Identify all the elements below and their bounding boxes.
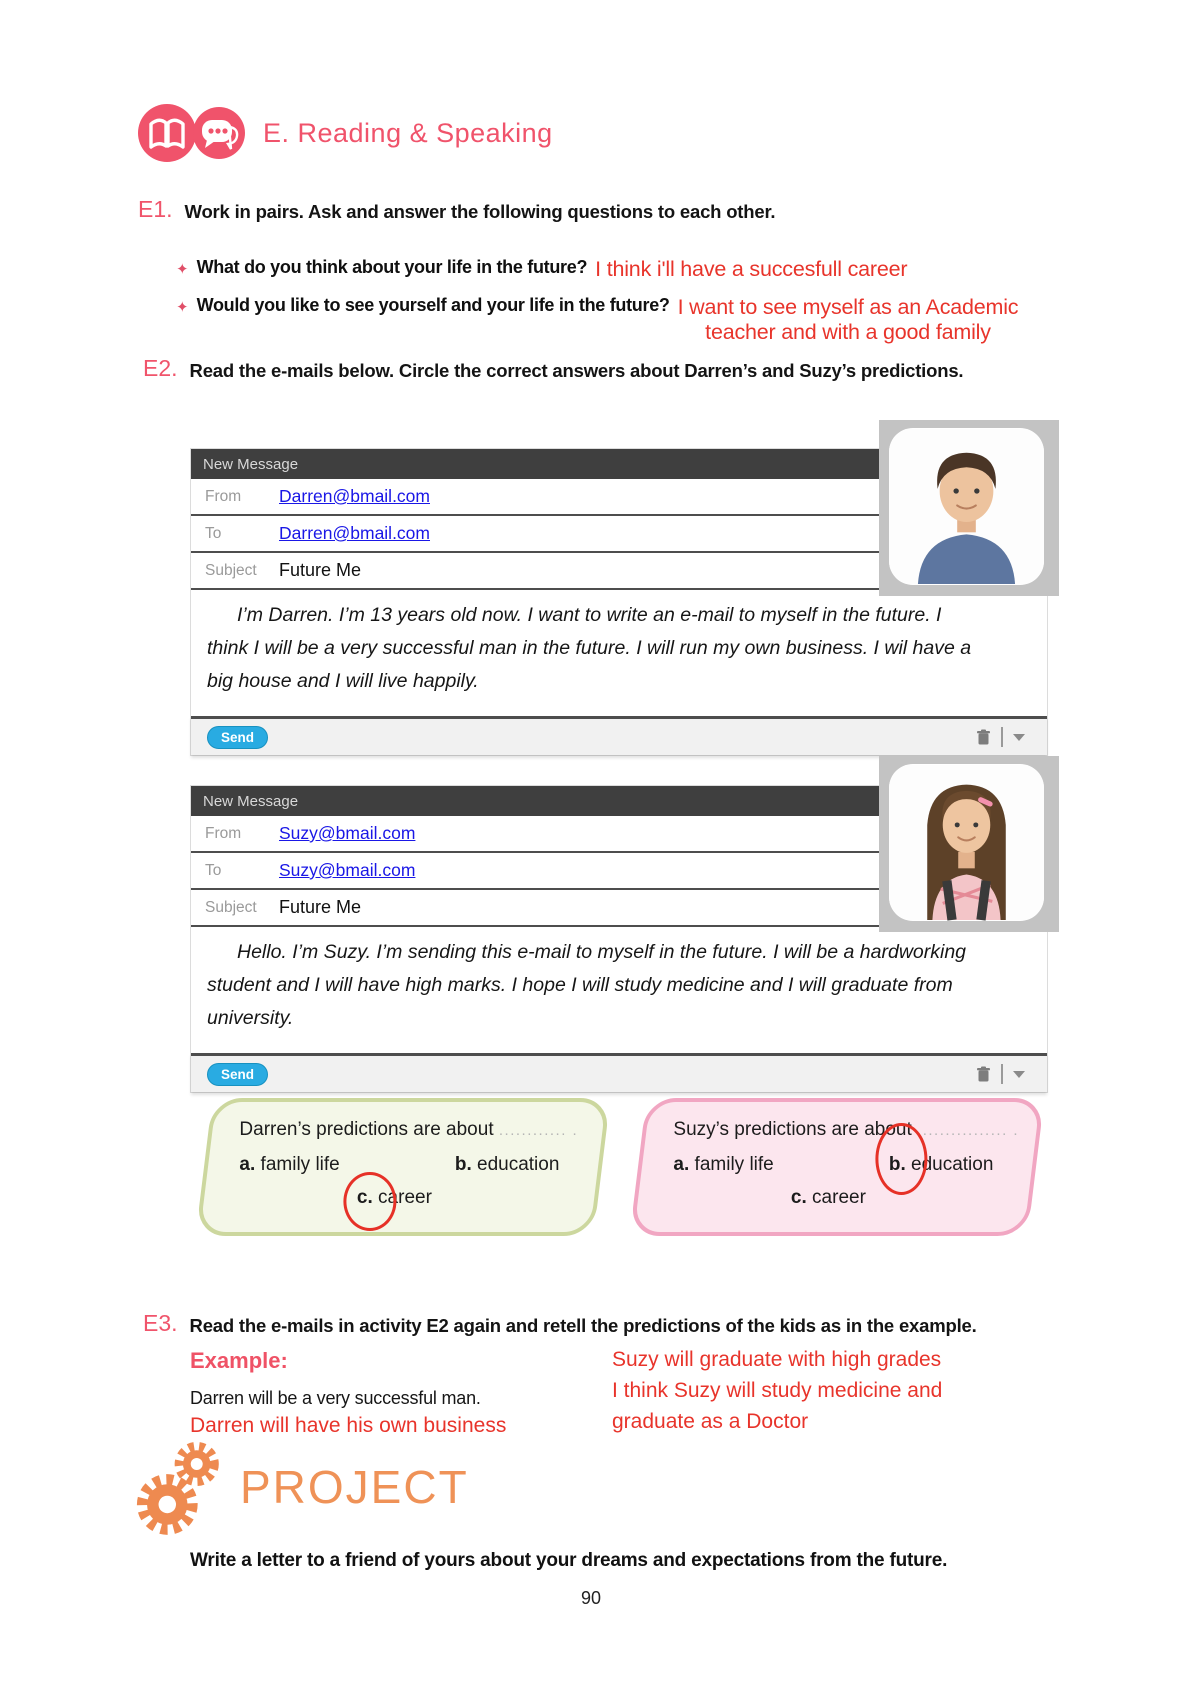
project-title: PROJECT	[240, 1461, 469, 1513]
project-header	[136, 1436, 469, 1538]
question-1-handwritten-answer: I think i'll have a succesfull career	[595, 257, 908, 281]
footer-icons	[976, 1056, 1025, 1092]
example-label: Example:	[190, 1348, 288, 1373]
activity-e3-instruction: Read the e-mails in activity E2 again and retell the predictions of the kids as in the example.	[189, 1315, 977, 1336]
email-window-darren	[190, 448, 1048, 756]
suzy-photo-box	[879, 756, 1059, 932]
to-label: To	[205, 861, 222, 879]
to-label: To	[205, 524, 222, 542]
speech-bubble-icon	[193, 107, 245, 159]
option-a-text: family life	[260, 1154, 340, 1175]
option-b-text: education	[911, 1154, 994, 1175]
footer-icons	[976, 719, 1025, 755]
answer-blank: ................ .	[917, 1122, 1020, 1139]
gears-icon	[136, 1436, 228, 1538]
quiz-prompt: Suzy’s predictions are about	[673, 1119, 912, 1140]
quiz-row	[204, 1098, 1036, 1236]
from-address-link[interactable]: Suzy@bmail.com	[279, 823, 416, 843]
email-body-text: Hello. I’m Suzy. I’m sending this e-mail to myself in the future. I will be a hardworking student and I will have high marks. I hope I will study medicine and I will graduate from university.	[207, 941, 967, 1029]
to-address-link[interactable]: Darren@bmail.com	[279, 523, 430, 543]
handwritten-darren-sentence: Darren will have his own business	[190, 1414, 507, 1437]
subject-value: Future Me	[279, 560, 362, 580]
book-icon	[138, 104, 196, 162]
option-b[interactable]	[889, 1154, 994, 1176]
option-b-letter: b.	[889, 1154, 906, 1176]
answer-line-1: I want to see myself as an Academic	[677, 295, 1019, 319]
option-a[interactable]	[673, 1154, 773, 1176]
question-1-text: What do you think about your life in the future?	[196, 257, 588, 277]
option-c[interactable]	[791, 1187, 866, 1208]
from-label: From	[205, 487, 242, 505]
from-label: From	[205, 824, 242, 842]
email-body-text: I’m Darren. I’m 13 years old now. I want to write an e-mail to myself in the future. I think I will be a very successful man in the future. I will run my own business. I wil have a big house and I will live happily.	[207, 604, 972, 692]
activity-e2-instruction: Read the e-mails below. Circle the correct answers about Darren’s and Suzy’s predictions.	[189, 360, 964, 381]
handwritten-line: graduate as a Doctor	[612, 1410, 809, 1433]
activity-e1-label: E1.	[138, 196, 173, 222]
handwritten-line: I think Suzy will study medicine and	[612, 1379, 943, 1402]
option-b[interactable]	[455, 1154, 560, 1176]
footer-divider	[1001, 727, 1003, 747]
activity-e2-label: E2.	[143, 355, 178, 381]
option-c-letter: c.	[357, 1187, 373, 1209]
star-bullet-icon: ✦	[176, 261, 189, 278]
activity-e2-header	[143, 357, 1133, 382]
page-title: E. Reading & Speaking	[263, 117, 553, 148]
to-address-link[interactable]: Suzy@bmail.com	[279, 860, 416, 880]
footer-divider	[1001, 1064, 1003, 1084]
darren-quiz-box	[196, 1098, 611, 1236]
email-window-title: New Message	[203, 792, 299, 810]
page-number: 90	[580, 1588, 602, 1608]
from-address-link[interactable]: Darren@bmail.com	[279, 486, 430, 506]
suzy-photo	[889, 764, 1044, 921]
suzy-quiz-prompt-line	[673, 1119, 1023, 1141]
answer-circle-annotation	[876, 1123, 928, 1195]
option-a-letter: a.	[673, 1154, 690, 1175]
activity-e3-label: E3.	[143, 1310, 178, 1336]
question-1	[176, 257, 907, 282]
option-a-text: family life	[694, 1154, 774, 1175]
project-instruction: Write a letter to a friend of yours about your dreams and expectations from the future.	[190, 1550, 948, 1571]
option-c-text: career	[378, 1187, 432, 1208]
option-b-text: education	[477, 1154, 560, 1175]
option-b-letter: b.	[454, 1154, 472, 1175]
option-c-letter: c.	[790, 1187, 807, 1208]
darren-photo-box	[879, 420, 1059, 596]
send-button[interactable]: Send	[207, 726, 268, 749]
activity-e3-header	[143, 1312, 1143, 1337]
darren-quiz-prompt-line	[239, 1119, 589, 1141]
answer-circle-annotation	[343, 1172, 396, 1231]
section-header	[138, 104, 553, 162]
option-c[interactable]	[357, 1187, 432, 1208]
option-a[interactable]	[239, 1154, 339, 1176]
star-bullet-icon: ✦	[176, 299, 189, 316]
send-button[interactable]: Send	[207, 1063, 268, 1086]
subject-label: Subject	[205, 898, 257, 916]
suzy-quiz-box	[630, 1098, 1045, 1236]
email-footer	[191, 716, 1047, 755]
email-footer	[191, 1053, 1047, 1092]
question-2-handwritten-answer	[678, 295, 1019, 345]
answer-blank: ............ .	[498, 1122, 579, 1139]
handwritten-line: Suzy will graduate with high grades	[612, 1348, 942, 1371]
option-a-letter: a.	[239, 1154, 256, 1175]
subject-label: Subject	[205, 561, 257, 579]
caret-down-icon[interactable]	[1013, 734, 1025, 741]
activity-e1-header	[138, 198, 1098, 223]
option-c-text: career	[812, 1187, 866, 1208]
darren-photo	[889, 428, 1044, 585]
example-sentence: Darren will be a very successful man.	[190, 1388, 481, 1408]
trash-icon[interactable]	[976, 1066, 991, 1083]
answer-line-2: teacher and with a good family	[705, 320, 991, 344]
question-2-text: Would you like to see yourself and your life in the future?	[196, 295, 670, 315]
quiz-prompt: Darren’s predictions are about	[239, 1119, 494, 1140]
subject-value: Future Me	[279, 897, 362, 917]
caret-down-icon[interactable]	[1013, 1071, 1025, 1078]
question-2	[176, 295, 1018, 345]
trash-icon[interactable]	[976, 729, 991, 746]
handwritten-suzy-sentences	[612, 1344, 942, 1437]
activity-e1-instruction: Work in pairs. Ask and answer the following questions to each other.	[184, 201, 776, 222]
email-window-suzy	[190, 785, 1048, 1093]
email-window-title: New Message	[203, 455, 299, 473]
